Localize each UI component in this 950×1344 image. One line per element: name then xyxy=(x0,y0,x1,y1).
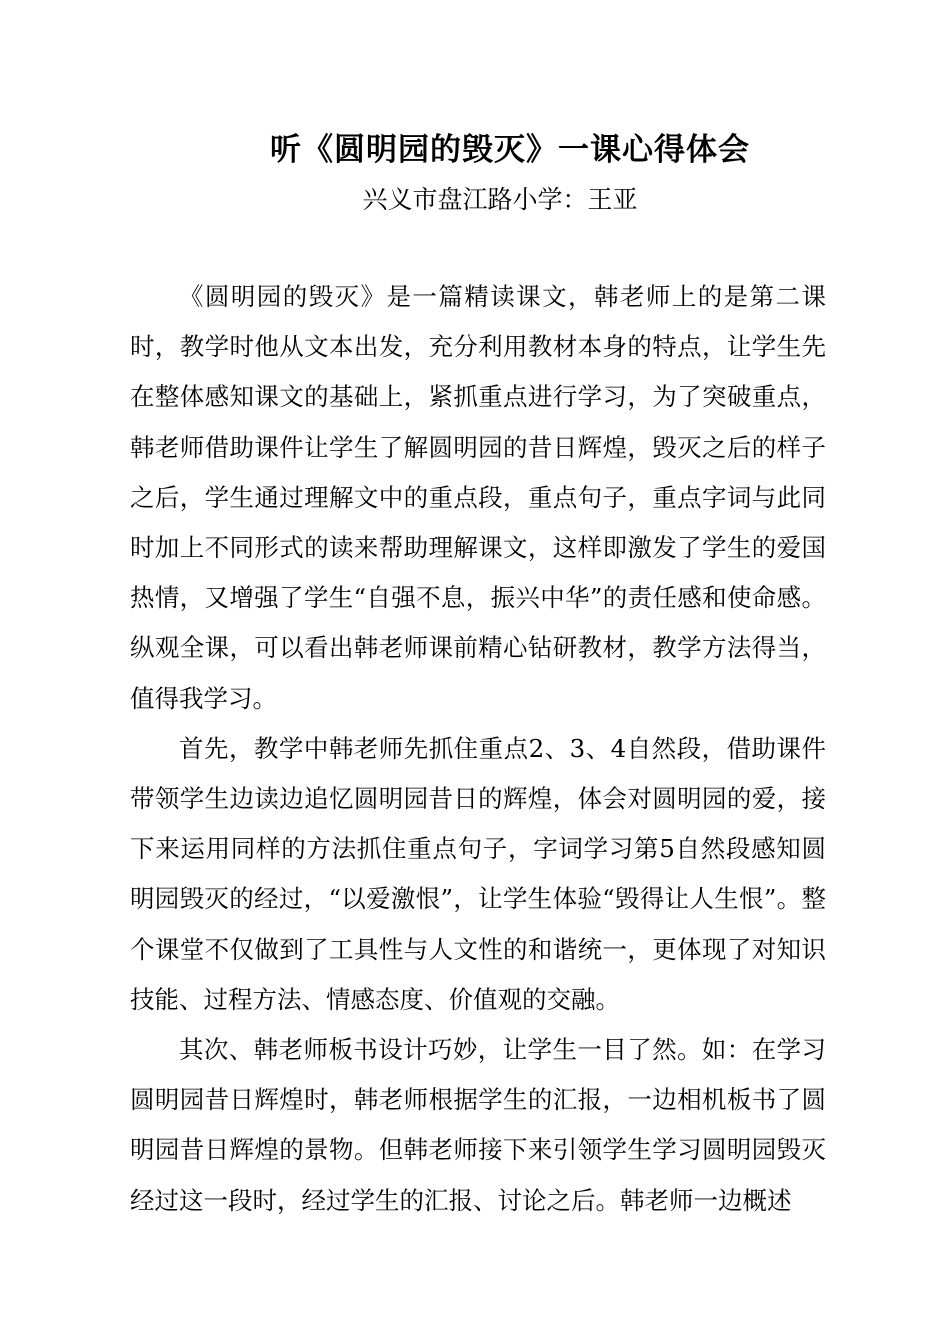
document-author: 兴义市盘江路小学：王亚 xyxy=(362,185,638,214)
paragraph-3: 其次、韩老师板书设计巧妙，让学生一目了然。如：在学习圆明园昔日辉煌时，韩老师根据学生的汇报，一边相机板书了圆明园昔日辉煌的景物。但韩老师接下来引领学生学习圆明园毁灭经过这一段时，经过学生的汇报、讨论之后。韩老师一边概述 xyxy=(130,1035,826,1215)
document-body xyxy=(130,272,826,1226)
paragraph-1: 《圆明园的毁灭》是一篇精读课文，韩老师上的是第二课时，教学时他从文本出发，充分利用教材本身的特点，让学生先在整体感知课文的基础上，紧抓重点进行学习，为了突破重点，韩老师借助课件让学生了解圆明园的昔日辉煌，毁灭之后的样子之后，学生通过理解文中的重点段，重点句子，重点字词与此同时加上不同形式的读来帮助理解课文，这样即激发了学生的爱国热情，又增强了学生“自强不息，振兴中华”的责任感和使命感。纵观全课，可以看出韩老师课前精心钻研教材，教学方法得当，值得我学习。 xyxy=(130,282,826,713)
paragraph-2: 首先，教学中韩老师先抓住重点2、3、4自然段，借助课件带领学生边读边追忆圆明园昔日的辉煌，体会对圆明园的爱，接下来运用同样的方法抓住重点句子，字词学习第5自然段感知圆明园毁灭的经过，“以爱激恨”，让学生体验“毁得让人生恨”。整个课堂不仅做到了工具性与人文性的和谐统一，更体现了对知识技能、过程方法、情感态度、价值观的交融。 xyxy=(130,733,826,1014)
document-title: 听《圆明园的毁灭》一课心得体会 xyxy=(270,132,750,168)
